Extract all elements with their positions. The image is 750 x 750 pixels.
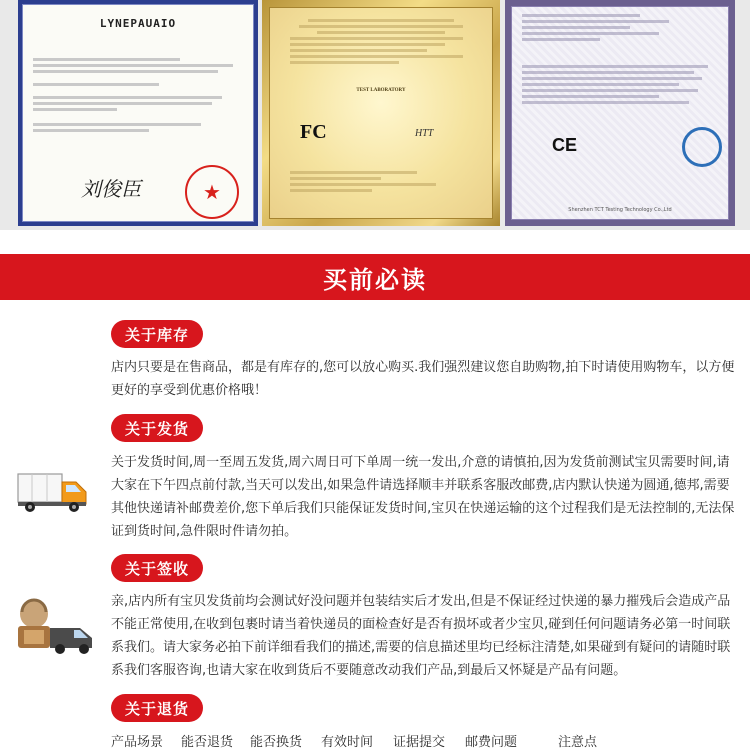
- section-label-shipping: 关于发货: [111, 414, 203, 442]
- banner-title: 买前必读: [323, 265, 427, 294]
- blue-badge-icon: [682, 127, 722, 167]
- certificate-body-text: [33, 55, 243, 135]
- section-text-receipt: 亲,店内所有宝贝发货前均会测试好没问题并包装结实后才发出,但是不保证经过快递的暴力摧残后会造成产品不能正常使用,在收到包裹时请当着快递员的面检查好是否有损坏或者少宝贝,碰到任何问题请务必第一时间联系我们。请大家务必拍下前详细看我们的描述,需要的信息描述里均已经标注清楚,如果碰到有疑问的请随时联系我们客服咨询,也请大家在收到货后不要随意改动我们产品,到最后又怀疑是产品有问题。: [111, 594, 731, 678]
- returns-col-scene: 产品场景: [111, 735, 164, 750]
- red-seal-icon: ★: [185, 165, 239, 219]
- fcc-logo-icon: FC: [300, 121, 327, 143]
- returns-col-valid-time: 有效时间: [321, 735, 374, 750]
- delivery-man-icon: [14, 598, 98, 656]
- returns-col-notes: 注意点: [558, 735, 598, 750]
- section-label-returns: 关于退货: [111, 694, 203, 722]
- section-text-inventory: 店内只要是在售商品，都是有库存的,您可以放心购买.我们强烈建议您自助购物,拍下时请使用购物车，以方便更好的享受到优惠价格哦！: [111, 360, 735, 398]
- certificate-ce: [505, 0, 735, 226]
- certificate-brand-logo: LYNEPAUAIO: [99, 17, 177, 30]
- certificate-fcc: [262, 0, 500, 226]
- certificate-lab-title: TEST LABORATORY: [356, 88, 406, 93]
- notice-banner: [0, 254, 750, 300]
- certificate-footer: Shenzhen TCT Testing Technology Co.,Ltd: [568, 207, 672, 213]
- section-label-inventory: 关于库存: [111, 320, 203, 348]
- section-label-receipt: 关于签收: [111, 554, 203, 582]
- returns-col-postage: 邮费问题: [465, 735, 518, 750]
- section-text-shipping: 关于发货时间,周一至周五发货,周六周日可下单周一统一发出,介意的请慎拍,因为发货前测试宝贝需要时间,请大家在下午四点前付款,当天可以发出,如果急件请选择顺丰并联系客服改邮费,店内默认快递为圆通,德邦,需要其他快递请补邮费差价,您下单后我们只能保证发货时间,宝贝在快递运输的这个过程我们是无法控制的,无法保证到货时间,急件限时件请勿拍。: [111, 455, 735, 539]
- certificate-strip: [0, 0, 750, 230]
- certificate-signature: 刘俊臣: [81, 177, 141, 201]
- ce-mark-icon: CE: [552, 135, 578, 155]
- returns-col-can-return: 能否退货: [181, 735, 234, 750]
- truck-icon: [16, 468, 92, 514]
- certificate-htt-signature: HTT: [415, 128, 434, 139]
- returns-col-evidence: 证据提交: [393, 735, 446, 750]
- returns-col-can-exchange: 能否换货: [250, 735, 303, 750]
- certificate-quality: [18, 0, 258, 226]
